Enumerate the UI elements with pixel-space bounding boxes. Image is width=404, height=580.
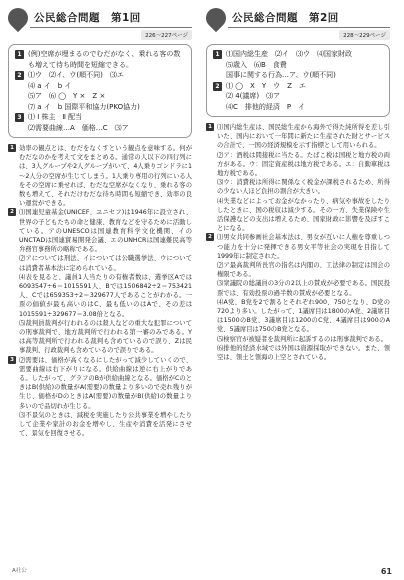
- indent-spacer: [8, 273, 19, 319]
- indent-spacer: [206, 279, 217, 297]
- explanation-text: ⑵需要は、価格が高くなるにしたがって減少していくので、需要曲線は右下がりになる。供給曲線は逆に右上がりである。したがって、グラフのBが供給曲線となる。価格がCのときはB(供給)の数量がA(需要)の数量より多いので売れ残りが生じ、価格がDのときはA(需要)の数量がB(供給)の数量より多いので品切れが生じる。: [19, 356, 192, 410]
- explanation-text: ⑶不景気のときは、減税を実施したり公共事業を増やしたりして企業や家計のお金を増やし、生産や消費を活発にさせて、景気を回復させる。: [19, 411, 192, 438]
- right-column: [206, 8, 390, 362]
- question-number: 1: [213, 50, 222, 59]
- question-number: 2: [8, 208, 16, 216]
- explanations: [8, 144, 192, 439]
- indent-spacer: [206, 151, 217, 179]
- answer-row: [213, 91, 383, 102]
- section-title-bar: [8, 8, 192, 39]
- explanations: [206, 123, 390, 362]
- indent-spacer: [206, 178, 217, 196]
- explanation-item: [8, 208, 192, 254]
- answer-row: [15, 91, 185, 102]
- page-reference: 226～227ページ: [141, 30, 192, 40]
- answer-text: ⑸ア ⑹ ◯ Y × Z ×: [28, 92, 106, 100]
- footer-label: A社公: [12, 568, 27, 574]
- indent-spacer: [8, 319, 19, 356]
- answer-box: [8, 44, 192, 138]
- explanation-item: [8, 144, 192, 208]
- explanation-item: [206, 197, 390, 234]
- section-title-bar: [206, 8, 390, 39]
- page-number: 61: [380, 567, 392, 576]
- explanation-item: [8, 411, 192, 439]
- question-number: 1: [206, 123, 214, 131]
- explanation-text: ⑷表を見ると、議員1人当たりの有権者数は、選挙区Aでは6093547÷6＝1015591人、Bでは1506842÷2＝753421人、Cでは659353÷2＝329677人であることがわかる。一票の価値が最も高いのはC、最も低いのはAで、その差は1015591÷329677＝3.08倍となる。: [19, 273, 192, 318]
- answer-text: ⑴国内総生産 ⑵イ ⑶ウ ⑷国家財政: [226, 50, 352, 58]
- answer-row: [15, 49, 185, 70]
- explanation-text: ⑴男女共同参画社会基本法は、男女が互いに人権を尊重しつつ能力を十分に発揮できる男女平等社会の実現を目指して1999年に制定された。: [217, 234, 390, 260]
- explanation-item: [8, 356, 192, 411]
- explanation-text: ⑵ア最高裁判所長官の指名は内閣の、工法律の制定は国会の権限である。: [217, 262, 390, 279]
- answer-text: ⑷C 排他的経済 P イ: [226, 102, 306, 111]
- explanation-item: [206, 344, 390, 362]
- tab-marker-icon: [202, 4, 230, 32]
- explanation-item: [8, 319, 192, 356]
- title-underline: [30, 27, 192, 28]
- left-column: [8, 8, 192, 439]
- explanation-text: ⑸検察官が被疑者を裁判所に起訴するのは刑事裁判である。: [217, 335, 388, 343]
- answer-row: [15, 70, 185, 81]
- indent-spacer: [8, 411, 19, 439]
- explanation-item: [8, 273, 192, 319]
- answer-row: [213, 60, 383, 71]
- answer-row: [213, 102, 383, 113]
- explanation-text: ⑷失業などによってお金がなかったり、病気や事故をしたりしたときに、国の税収は減少する。その一方、失業保険や生活保護などの支出は増えるため、国家財政に影響を及ぼすことになる。: [217, 197, 390, 233]
- title-underline: [228, 27, 390, 28]
- answer-text: ⑵需要曲線…A 価格…C ⑶ア: [28, 123, 129, 132]
- indent-spacer: [206, 344, 217, 362]
- explanation-text: ⑷A党、B党を2で割るとそれぞれ900、750となり、D党の720より多い。したがって、1議席目は1800のA党、2議席目は1500のB党、3議席目は1200のC党、4議席目は900のA党、5議席目は750のB党となる。: [217, 298, 390, 334]
- question-number: 2: [15, 71, 24, 80]
- explanation-item: [206, 151, 390, 179]
- answer-text: 国事に関する行為…ア、ウ(順不同): [226, 71, 336, 79]
- question-number: 2: [213, 82, 222, 91]
- explanation-text: 効率の観点とは、むだをなくすという観点を意味する。何がむだなのかを考えて文をまとめる。通常の人以下の四行列には、3人グループや2人グループがいて、4人乗りゴンドラに1～2人分の空席が生じてしまう。1人乗り専用の行列にいる人をその空席に乗せれば、むだな空席がなくなり、乗れる客の数も増えて、それだけむだな待ち時間も短縮でき、効率の良い運営ができる。: [19, 145, 192, 208]
- answer-row: [15, 123, 185, 134]
- explanation-item: [8, 254, 192, 272]
- indent-spacer: [206, 298, 217, 335]
- question-number: 1: [8, 144, 16, 152]
- answer-box: [206, 44, 390, 117]
- indent-spacer: [206, 335, 217, 344]
- explanation-item: [206, 298, 390, 335]
- explanation-text: ⑵ア：酒税は間接税に当たる。たばこ税は国税と地方税の両方がある。ウ：固定資産税は地方税である。エ：自動車税は地方税である。: [217, 151, 390, 178]
- indent-spacer: [206, 197, 217, 234]
- answer-text: ⑵ 4(議席) ⑶ア: [226, 92, 281, 100]
- explanation-item: [206, 279, 390, 297]
- question-number: 2: [206, 233, 214, 241]
- indent-spacer: [206, 261, 217, 279]
- answer-row: [15, 112, 185, 123]
- answer-text: ⑸歳入 ⑹B 食費: [226, 60, 287, 69]
- section-title: 公民総合問題 第2回: [232, 12, 339, 24]
- explanation-text: ⑹排他的経済水域では外国は資源採取ができない。また、領空は、領土と領海の上空とされている。: [217, 344, 390, 362]
- explanation-item: [206, 178, 390, 196]
- answer-row: [213, 49, 383, 60]
- indent-spacer: [8, 254, 19, 272]
- explanation-text: ⑸裁判員裁判が行われるのは殺人などの重大な犯罪についての刑事裁判で、地方裁判所で行われる第一審のみである。Yは高等裁判所で行われる裁判も含めているので誤り、Zは民事裁判、行政裁判も含めているので誤りである。: [19, 319, 192, 355]
- explanation-text: ⑴国内総生産は、国民総生産から海外で得た純所得を差し引いた、国内において一年間に新たに生産された財とサービスの合計で、一国の経済規模を示す指標として用いられる。: [217, 124, 390, 150]
- section-title: 公民総合問題 第1回: [34, 12, 141, 24]
- answer-text: ⑷ a イ b イ: [28, 81, 72, 90]
- explanation-text: ⑵アについては刑法、イについては公職選挙法、ウについては消費者基本法に定められている。: [19, 255, 192, 272]
- page-reference: 228～229ページ: [339, 30, 390, 40]
- question-number: 3: [15, 113, 24, 122]
- answer-row: [15, 102, 185, 113]
- explanation-item: [206, 261, 390, 279]
- answer-row: [213, 81, 383, 92]
- question-number: 3: [8, 356, 16, 364]
- answer-text: ⑺ a イ b 国際平和協力(PKO協力): [28, 102, 140, 111]
- answer-text: ⑴ ◯ X Y ウ Z エ: [226, 81, 306, 90]
- answer-text: (例)空席が埋まるのでむだがなく、乗れる客の数も増えて待ち時間を短縮できる。: [28, 50, 181, 69]
- explanation-item: [206, 123, 390, 151]
- tab-marker-icon: [4, 4, 32, 32]
- question-number: 1: [15, 50, 24, 59]
- answer-row: [213, 70, 383, 81]
- answer-text: ⑴ Ⅰ 株主 Ⅱ 配当: [28, 113, 83, 121]
- answer-text: ⑴ウ ⑵イ、ウ(順不同) ⑶エ: [28, 71, 124, 79]
- explanation-text: ⑶衆議院の総議員の3分の2以上の賛成が必要である。国民投票では、有効投票の過半数の賛成が必要となる。: [217, 280, 390, 297]
- explanation-item: [206, 335, 390, 344]
- answer-row: [15, 81, 185, 92]
- explanation-text: ⑴国連児童基金(UNICEF、ユニセフ)は1946年に設立され、世界の子どもたちの命と健康、教育などを守るために活動している。アのUNESCOは国連教育科学文化機関、イのUNCTADは国連貿易開発会議、エのUNHCRは国連難民高等弁務官事務所の略称である。: [19, 209, 192, 254]
- explanation-item: [206, 233, 390, 261]
- explanation-text: ⑶ウ：消費税は所得に関係なく税金が課税されるため、所得の少ない人ほど負担の割合が大きい。: [217, 179, 390, 196]
